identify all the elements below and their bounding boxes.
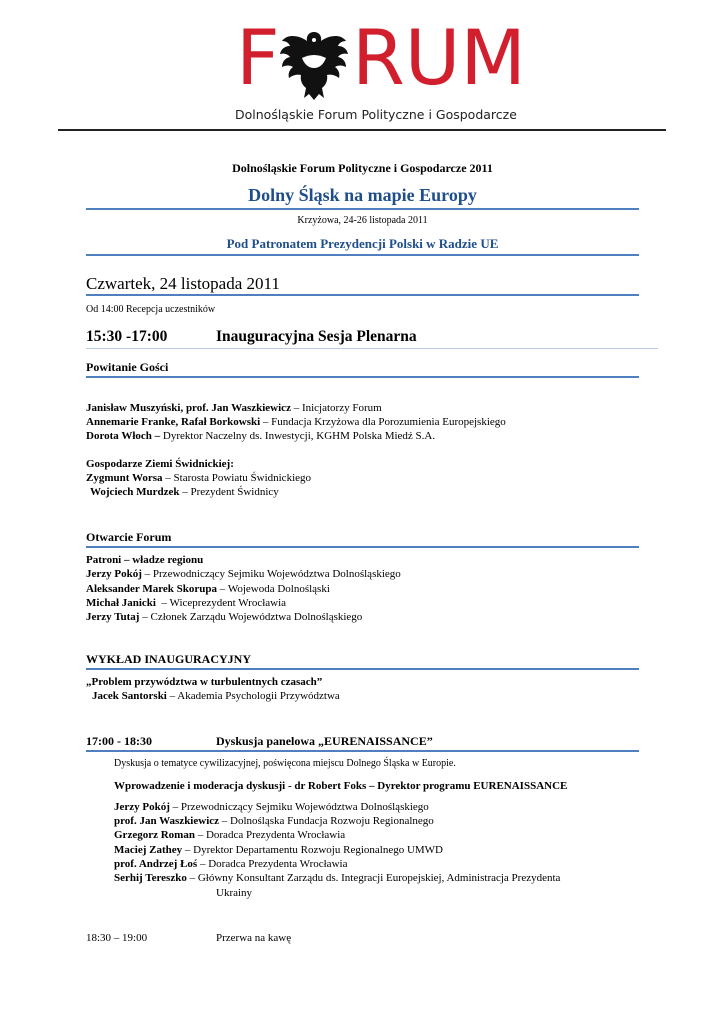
panelist-2: prof. Jan Waszkiewicz – Dolnośląska Fundacja Rozwoju Regionalnego (114, 815, 434, 827)
lecture-rule (86, 668, 639, 670)
patrons-label: Patroni – władze regionu (86, 554, 204, 566)
panelist-5: prof. Andrzej Łoś – Doradca Prezydenta Wrocławia (114, 858, 348, 870)
logo-letter-f: F (236, 13, 280, 102)
session2-time: 17:00 - 18:30 (86, 734, 152, 748)
patronage-rule (86, 254, 639, 256)
panelist-1: Jerzy Pokój – Przewodniczący Sejmiku Województwa Dolnośląskiego (114, 801, 429, 813)
welcome-heading: Powitanie Gości (86, 360, 169, 374)
session2-moderation: Wprowadzenie i moderacja dyskusji - dr Robert Foks – Dyrektor programu EURENAISSANCE (114, 780, 568, 792)
session2-rule (86, 750, 639, 752)
opening-person-1: Jerzy Pokój – Przewodniczący Sejmiku Województwa Dolnośląskiego (86, 568, 401, 580)
break-name: Przerwa na kawę (216, 932, 292, 944)
opening-person-3: Michał Janicki – Wiceprezydent Wrocławia (86, 597, 287, 609)
page-title: Dolny Śląsk na mapie Europy (248, 185, 477, 205)
welcome-line-2: Annemarie Franke, Rafał Borkowski – Fundacja Krzyżowa dla Porozumienia Europejskiego (86, 416, 506, 428)
panelist-4: Maciej Zathey – Dyrektor Departamentu Rozwoju Regionalnego UMWD (114, 844, 444, 856)
panelist-6: Serhij Tereszko – Główny Konsultant Zarządu ds. Integracji Europejskiej, Administracja Prezydenta (114, 872, 561, 884)
session2-name: Dyskusja panelowa „EURENAISSANCE” (216, 734, 433, 748)
session1-rule (86, 348, 658, 349)
panelist-3: Grzegorz Roman – Doradca Prezydenta Wrocławia (114, 829, 346, 841)
opening-heading: Otwarcie Forum (86, 530, 172, 544)
session1-time: 15:30 -17:00 (86, 328, 168, 345)
logo-subtitle: Dolnośląskie Forum Polityczne i Gospodarcze (235, 107, 517, 122)
opening-person-4: Jerzy Tutaj – Członek Zarządu Województwa Dolnośląskiego (86, 611, 363, 623)
welcome-rule (86, 376, 639, 378)
welcome-line-1: Janisław Muszyński, prof. Jan Waszkiewicz – Inicjatorzy Forum (86, 402, 382, 414)
session2-description: Dyskusja o tematyce cywilizacyjnej, poświęcona miejscu Dolnego Śląska w Europie. (114, 758, 456, 769)
opening-rule (86, 546, 639, 548)
panelist-6-continuation: Ukrainy (216, 887, 253, 899)
place-date: Krzyżowa, 24-26 listopada 2011 (297, 215, 428, 226)
reception-line: Od 14:00 Recepcja uczestników (86, 304, 216, 315)
break-time: 18:30 – 19:00 (86, 932, 148, 944)
header-divider (58, 129, 666, 131)
day-rule (86, 294, 639, 296)
opening-person-2: Aleksander Marek Skorupa – Wojewoda Dolnośląski (86, 583, 330, 595)
eagle-emblem-icon (278, 28, 350, 104)
event-name: Dolnośląskie Forum Polityczne i Gospodarcze 2011 (232, 161, 493, 175)
hosts-label: Gospodarze Ziemi Świdnickiej: (86, 458, 234, 470)
welcome-line-3: Dorota Włoch – Dyrektor Naczelny ds. Inwestycji, KGHM Polska Miedź S.A. (86, 430, 436, 442)
lecture-speaker: Jacek Santorski – Akademia Psychologii Przywództwa (92, 690, 340, 702)
host-line-1: Zygmunt Worsa – Starosta Powiatu Świdnickiego (86, 472, 312, 484)
session1-name: Inauguracyjna Sesja Plenarna (216, 328, 417, 345)
title-rule (86, 208, 639, 210)
host-line-2: Wojciech Murdzek – Prezydent Świdnicy (90, 486, 279, 498)
lecture-title: „Problem przywództwa w turbulentnych czasach” (86, 676, 323, 688)
lecture-heading: WYKŁAD INAUGURACYJNY (86, 652, 251, 666)
logo-letters-rum: RUM (352, 13, 527, 102)
day-title: Czwartek, 24 listopada 2011 (86, 274, 280, 293)
patronage: Pod Patronatem Prezydencji Polski w Radzie UE (226, 236, 499, 251)
